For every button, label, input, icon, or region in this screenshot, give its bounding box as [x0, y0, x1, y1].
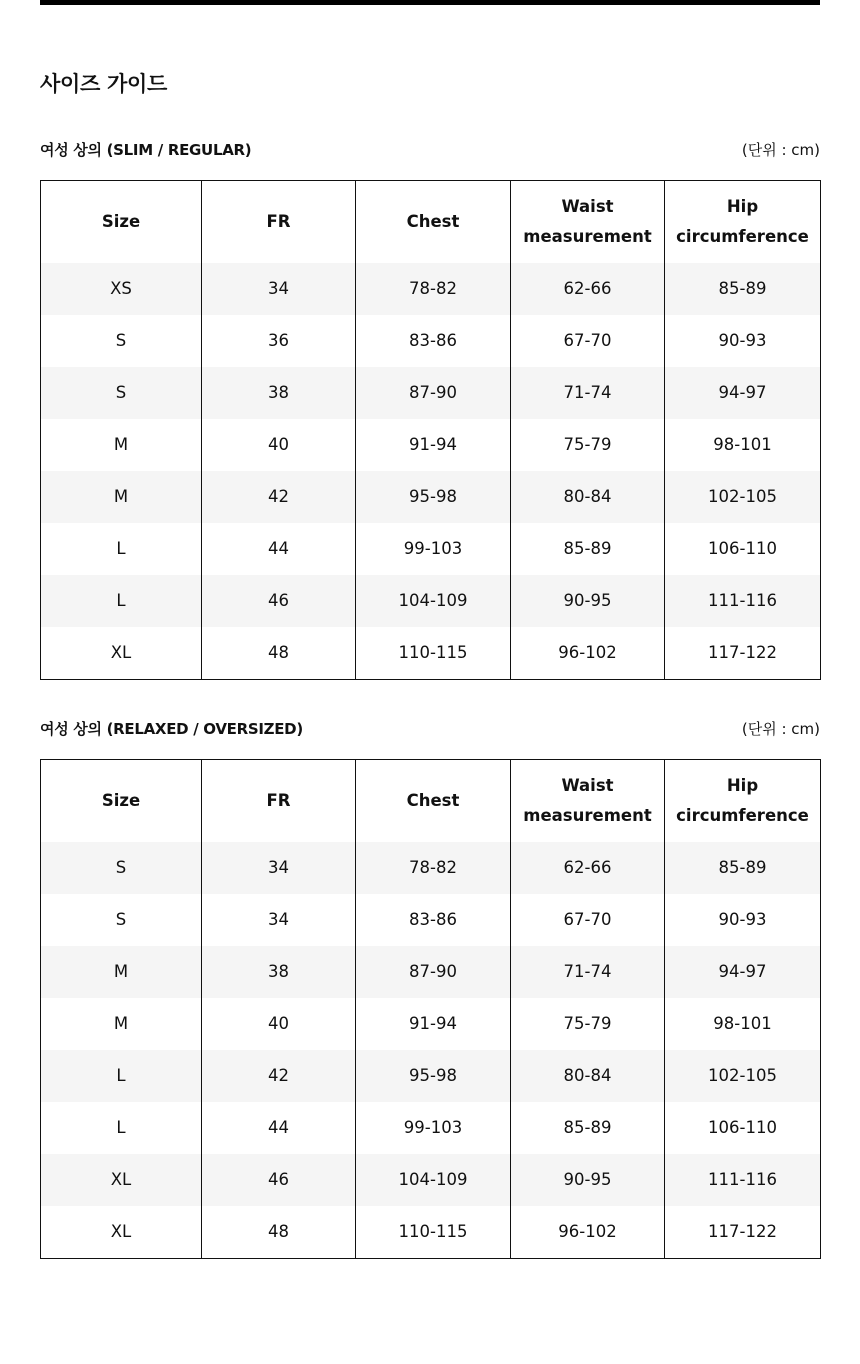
cell-chest: 99-103	[356, 523, 511, 575]
cell-hip: 85-89	[665, 263, 821, 315]
cell-waist: 80-84	[511, 471, 665, 523]
header-chest-label: Chest	[406, 791, 460, 810]
cell-waist: 90-95	[511, 1154, 665, 1206]
table-row	[41, 1154, 821, 1206]
cell-chest: 104-109	[356, 575, 511, 627]
header-fr	[202, 760, 356, 843]
cell-hip: 117-122	[665, 1206, 821, 1259]
cell-size: XL	[41, 627, 202, 680]
table-body	[41, 842, 821, 1259]
cell-size: S	[41, 842, 202, 894]
header-waist-sublabel: measurement	[523, 227, 652, 246]
size-section-slim-regular	[40, 138, 820, 662]
cell-fr: 48	[202, 627, 356, 680]
cell-chest: 99-103	[356, 1102, 511, 1154]
cell-fr: 36	[202, 315, 356, 367]
cell-waist: 71-74	[511, 946, 665, 998]
cell-hip: 106-110	[665, 1102, 821, 1154]
table-header	[41, 760, 821, 843]
header-waist-sublabel: measurement	[523, 806, 652, 825]
cell-fr: 40	[202, 419, 356, 471]
section-header	[40, 717, 820, 741]
table-row	[41, 894, 821, 946]
cell-chest: 95-98	[356, 471, 511, 523]
cell-size: L	[41, 1050, 202, 1102]
header-hip-sublabel: circumference	[676, 806, 809, 825]
cell-chest: 95-98	[356, 1050, 511, 1102]
cell-fr: 34	[202, 894, 356, 946]
cell-waist: 85-89	[511, 523, 665, 575]
header-fr-label: FR	[266, 791, 291, 810]
cell-waist: 67-70	[511, 894, 665, 946]
header-hip-sublabel: circumference	[676, 227, 809, 246]
size-table-slim-regular	[40, 180, 821, 680]
header-size-label: Size	[101, 212, 141, 231]
cell-chest: 110-115	[356, 627, 511, 680]
cell-fr: 38	[202, 946, 356, 998]
cell-hip: 90-93	[665, 315, 821, 367]
cell-size: XS	[41, 263, 202, 315]
table-row	[41, 627, 821, 680]
header-fr-label: FR	[266, 212, 291, 231]
cell-hip: 106-110	[665, 523, 821, 575]
table-row	[41, 315, 821, 367]
cell-chest: 78-82	[356, 263, 511, 315]
table-row	[41, 998, 821, 1050]
cell-chest: 91-94	[356, 419, 511, 471]
table-row	[41, 842, 821, 894]
header-hip	[665, 760, 821, 843]
unit-label: (단위 : cm)	[741, 720, 820, 738]
cell-chest: 110-115	[356, 1206, 511, 1259]
table-body	[41, 263, 821, 680]
header-hip-label: Hip	[726, 776, 759, 795]
cell-size: L	[41, 523, 202, 575]
header-fr	[202, 181, 356, 264]
cell-waist: 96-102	[511, 627, 665, 680]
cell-size: L	[41, 575, 202, 627]
cell-hip: 111-116	[665, 1154, 821, 1206]
table-row	[41, 575, 821, 627]
cell-size: L	[41, 1102, 202, 1154]
header-row	[41, 760, 821, 843]
cell-size: M	[41, 471, 202, 523]
table-row	[41, 419, 821, 471]
unit-label: (단위 : cm)	[741, 141, 820, 159]
cell-hip: 102-105	[665, 1050, 821, 1102]
header-chest-label: Chest	[406, 212, 460, 231]
cell-fr: 34	[202, 263, 356, 315]
section-title: 여성 상의 (RELAXED / OVERSIZED)	[40, 720, 303, 738]
cell-fr: 46	[202, 575, 356, 627]
header-row	[41, 181, 821, 264]
cell-chest: 83-86	[356, 315, 511, 367]
cell-size: S	[41, 367, 202, 419]
cell-hip: 90-93	[665, 894, 821, 946]
cell-size: M	[41, 998, 202, 1050]
header-size	[41, 181, 202, 264]
cell-size: XL	[41, 1154, 202, 1206]
table-row	[41, 471, 821, 523]
cell-chest: 104-109	[356, 1154, 511, 1206]
size-table-relaxed-oversized	[40, 759, 821, 1259]
cell-waist: 62-66	[511, 263, 665, 315]
header-hip-label: Hip	[726, 197, 759, 216]
cell-size: S	[41, 315, 202, 367]
cell-fr: 40	[202, 998, 356, 1050]
cell-hip: 111-116	[665, 575, 821, 627]
cell-waist: 96-102	[511, 1206, 665, 1259]
header-waist	[511, 760, 665, 843]
cell-size: M	[41, 946, 202, 998]
table-row	[41, 523, 821, 575]
cell-fr: 44	[202, 1102, 356, 1154]
cell-hip: 85-89	[665, 842, 821, 894]
cell-waist: 80-84	[511, 1050, 665, 1102]
cell-hip: 94-97	[665, 367, 821, 419]
cell-size: M	[41, 419, 202, 471]
cell-waist: 62-66	[511, 842, 665, 894]
cell-fr: 34	[202, 842, 356, 894]
section-header	[40, 138, 820, 162]
size-section-relaxed-oversized	[40, 717, 820, 1241]
cell-chest: 87-90	[356, 367, 511, 419]
top-divider-bar	[40, 0, 820, 5]
cell-chest: 78-82	[356, 842, 511, 894]
cell-fr: 48	[202, 1206, 356, 1259]
cell-hip: 94-97	[665, 946, 821, 998]
header-waist-label: Waist	[561, 197, 614, 216]
cell-fr: 38	[202, 367, 356, 419]
cell-fr: 44	[202, 523, 356, 575]
header-chest	[356, 181, 511, 264]
cell-waist: 75-79	[511, 998, 665, 1050]
header-size-label: Size	[101, 791, 141, 810]
cell-hip: 98-101	[665, 419, 821, 471]
cell-fr: 42	[202, 1050, 356, 1102]
cell-chest: 83-86	[356, 894, 511, 946]
table-row	[41, 367, 821, 419]
cell-waist: 71-74	[511, 367, 665, 419]
page-title: 사이즈 가이드	[40, 72, 167, 96]
cell-waist: 85-89	[511, 1102, 665, 1154]
header-chest	[356, 760, 511, 843]
cell-waist: 90-95	[511, 575, 665, 627]
cell-chest: 87-90	[356, 946, 511, 998]
section-title: 여성 상의 (SLIM / REGULAR)	[40, 141, 252, 159]
cell-size: S	[41, 894, 202, 946]
table-row	[41, 1206, 821, 1259]
table-row	[41, 1050, 821, 1102]
cell-hip: 117-122	[665, 627, 821, 680]
cell-hip: 98-101	[665, 998, 821, 1050]
cell-size: XL	[41, 1206, 202, 1259]
cell-waist: 67-70	[511, 315, 665, 367]
cell-fr: 42	[202, 471, 356, 523]
header-waist-label: Waist	[561, 776, 614, 795]
cell-hip: 102-105	[665, 471, 821, 523]
cell-chest: 91-94	[356, 998, 511, 1050]
header-waist	[511, 181, 665, 264]
cell-waist: 75-79	[511, 419, 665, 471]
header-hip	[665, 181, 821, 264]
table-header	[41, 181, 821, 264]
header-size	[41, 760, 202, 843]
cell-fr: 46	[202, 1154, 356, 1206]
table-row	[41, 263, 821, 315]
table-row	[41, 1102, 821, 1154]
table-row	[41, 946, 821, 998]
